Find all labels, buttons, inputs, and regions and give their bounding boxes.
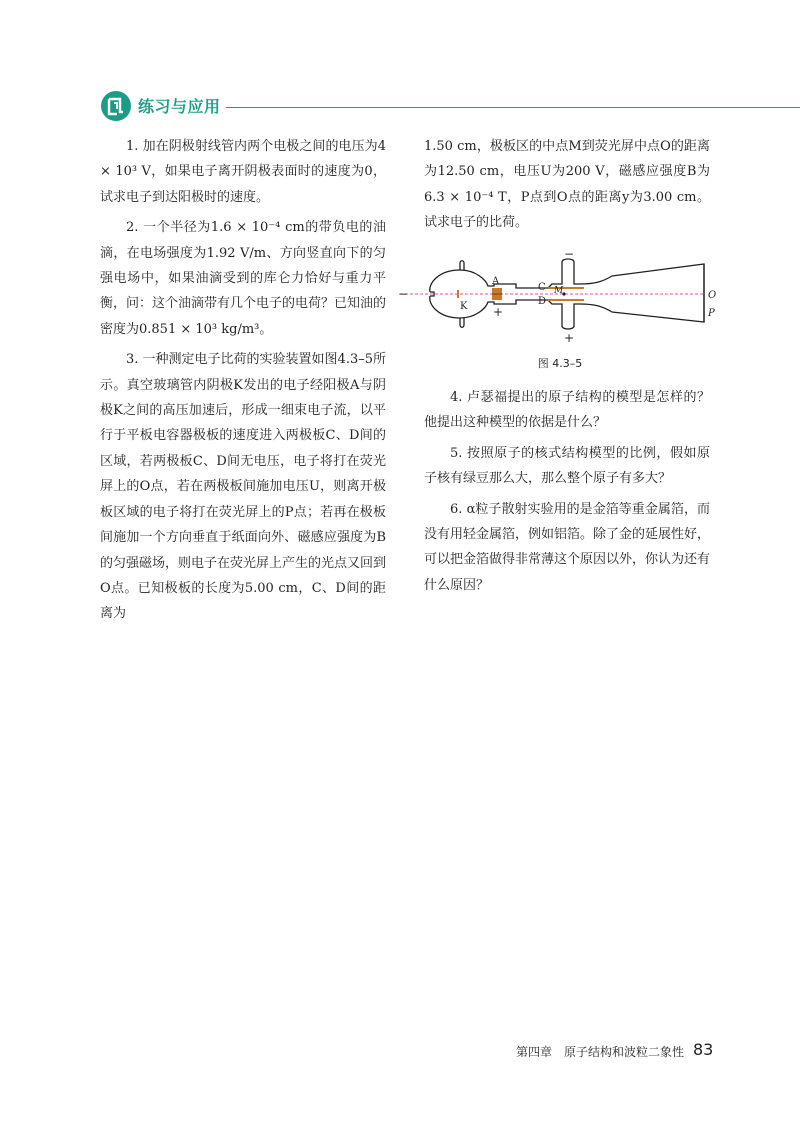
figure-cathode-ray-tube	[398, 248, 728, 348]
question-1: 1. 加在阴极射线管内两个电极之间的电压为4 × 10³ V，如果电子离开阴极表面时的速度为0，试求电子到达阳极时的速度。	[100, 139, 386, 205]
right-column-top	[424, 134, 710, 241]
label-C: C	[538, 282, 546, 293]
question-3-part-1: 3. 一种测定电子比荷的实验装置如图4.3–5所示。真空玻璃管内阴极K发出的电子经阳极A与阴极K之间的高压加速后，形成一细束电子流，以平行于平板电容器极板的速度进入两极板C、D间的区域，若两极板C、D间无电压，电子将打在荧光屏上的O点，若在两极板间施加电压U，则离开极板区域的电子将打在荧光屏上的P点；若再在极板间施加一个方向垂直于纸面向外、磁感应强度为B的匀强磁场，则电子在荧光屏上产生的光点又回到O点。已知极板的长度为5.00 cm，C、D间的距离为	[100, 352, 387, 622]
page-number: 83	[693, 1040, 714, 1059]
cathode-arm-bottom	[460, 318, 464, 327]
question-6: 6. α粒子散射实验用的是金箔等重金属箔，而没有用轻金属箔，例如铝箔。除了金的延展性好，可以把金箔做得非常薄这个原因以外，你认为还有什么原因？	[424, 501, 711, 593]
cathode-arm	[460, 261, 464, 270]
label-P: P	[708, 308, 715, 319]
label-K: K	[460, 301, 468, 312]
label-plus-anode: +	[493, 305, 504, 319]
exercise-icon	[100, 90, 132, 122]
label-plus-bottom: +	[564, 331, 575, 345]
question-4: 4. 卢瑟福提出的原子结构的模型是怎样的？他提出这种模型的依据是什么？	[424, 390, 710, 431]
label-D: D	[538, 296, 547, 307]
label-M: M	[554, 286, 564, 296]
question-5: 5. 按照原子的核式结构模型的比例，假如原子核有绿豆那么大，那么整个原子有多大？	[424, 445, 710, 487]
header-rule	[226, 107, 800, 108]
figure-caption: 图 4.3–5	[537, 357, 583, 370]
label-O: O	[708, 290, 717, 301]
right-column-bottom	[424, 385, 710, 603]
section-title: 练习与应用	[138, 97, 221, 116]
label-A: A	[492, 276, 500, 287]
section-header	[100, 90, 800, 122]
question-2: 2. 一个半径为1.6 × 10⁻⁴ cm的带负电的油滴，在电场强度为1.92 V/m、方向竖直向下的匀强电场中，如果油滴受到的库仑力恰好与重力平衡，问：这个油滴带有几个电子的电荷？已知油的密度为0.851 × 10³ kg/m³。	[100, 220, 387, 337]
question-3-part-2: 1.50 cm，极板区的中点M到荧光屏中点O的距离为12.50 cm，电压U为200 V，磁感应强度B为6.3 × 10⁻⁴ T，P点到O点的距离y为3.00 cm。试求电子的比荷。	[424, 139, 710, 231]
label-minus-top: −	[564, 248, 575, 261]
label-minus-left: −	[398, 287, 409, 301]
footer-chapter: 第四章 原子结构和波粒二象性	[516, 1045, 685, 1059]
left-column	[100, 134, 386, 632]
